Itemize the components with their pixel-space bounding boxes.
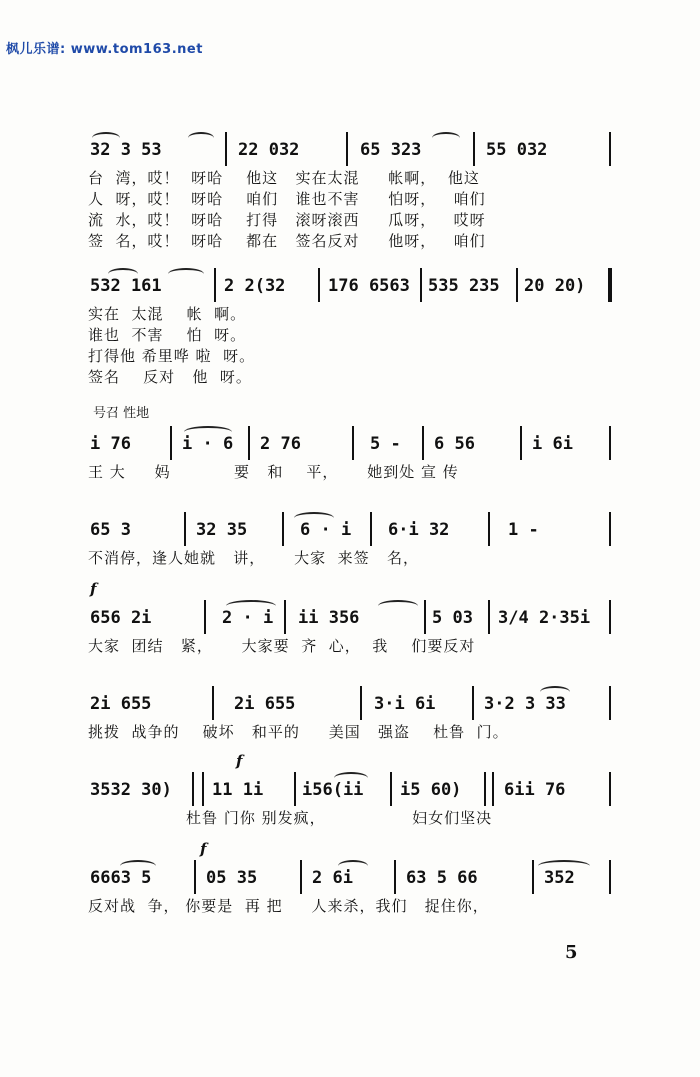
slur (168, 268, 204, 280)
barline (194, 860, 196, 894)
notation-row-4 (88, 512, 618, 548)
notation-row-3 (88, 426, 618, 462)
barline (212, 686, 214, 720)
barline (422, 426, 424, 460)
measure: i56(ii (302, 780, 364, 800)
measure: 63 5 66 (406, 868, 478, 888)
measure: 5 - (370, 434, 401, 454)
measure: 05 35 (206, 868, 258, 888)
score-system-4 (88, 512, 618, 569)
barline (294, 772, 296, 806)
notation-row-1 (88, 132, 618, 168)
barline (225, 132, 227, 166)
barline (516, 268, 518, 302)
measure: 1 - (508, 520, 539, 540)
measure: 65 323 (360, 140, 422, 160)
lyric-line: 谁也 不害 怕 呀。 (88, 326, 247, 344)
barline (346, 132, 348, 166)
measure: i5 60) (400, 780, 462, 800)
barline (609, 132, 611, 166)
score-system-6 (88, 686, 618, 743)
barline (202, 772, 204, 806)
measure: 6·i 32 (388, 520, 450, 540)
measure: 176 6563 (328, 276, 410, 296)
barline (609, 512, 611, 546)
dynamic-forte: f (200, 840, 207, 858)
measure: 22 032 (238, 140, 300, 160)
barline (390, 772, 392, 806)
notation-row-8 (88, 860, 618, 896)
measure: 3532 30) (90, 780, 172, 800)
notation-row-2 (88, 268, 618, 304)
measure: 5 03 (432, 608, 473, 628)
barline (248, 426, 250, 460)
measure: 352 (544, 868, 575, 888)
dynamic-forte: f (90, 580, 97, 598)
measure: 6 · i (300, 520, 352, 540)
barline (609, 426, 611, 460)
measure: 2 76 (260, 434, 301, 454)
dynamic-forte: f (236, 752, 243, 770)
barline (488, 512, 490, 546)
lyric-line: 挑拨 战争的 破坏 和平的 美国 强盗 杜鲁 门。 (88, 723, 509, 741)
measure: 2 6i (312, 868, 353, 888)
measure: i 76 (90, 434, 131, 454)
measure: 2i 655 (234, 694, 296, 714)
barline (282, 512, 284, 546)
barline (204, 600, 206, 634)
barline (473, 132, 475, 166)
slur (378, 600, 418, 612)
page-number: 5 (565, 942, 578, 963)
notation-row-5 (88, 600, 618, 636)
slur (188, 132, 214, 144)
measure: i 6i (532, 434, 573, 454)
barline (214, 268, 216, 302)
barline (532, 860, 534, 894)
score-system-8 (88, 860, 618, 917)
measure: 532 161 (90, 276, 162, 296)
barline (192, 772, 194, 806)
measure: 11 1i (212, 780, 264, 800)
measure: 3·i 6i (374, 694, 436, 714)
barline (318, 268, 320, 302)
watermark-text: 枫儿乐谱: www.tom163.net (6, 42, 203, 57)
tempo-marking: 号召 性地 (93, 406, 150, 421)
barline (394, 860, 396, 894)
measure: 32 3 53 (90, 140, 162, 160)
barline (184, 512, 186, 546)
lyric-line: 杜鲁 门你 别发疯， 妇女们坚决 (88, 809, 493, 827)
score-system-3 (88, 426, 618, 483)
measure: 6ii 76 (504, 780, 566, 800)
measure: i · 6 (182, 434, 234, 454)
barline (488, 600, 490, 634)
measure: 2i 655 (90, 694, 152, 714)
measure: 55 032 (486, 140, 548, 160)
barline (484, 772, 486, 806)
measure: ii 356 (298, 608, 360, 628)
barline (609, 860, 611, 894)
measure: 656 2i (90, 608, 152, 628)
lyric-line: 台 湾，哎！ 呀哈 他这 实在太混 帐啊， 他这 (88, 169, 480, 187)
lyric-line: 大家 团结 紧， 大家要 齐 心， 我 们要反对 (88, 637, 476, 655)
measure: 20 20) (524, 276, 586, 296)
lyric-line: 实在 太混 帐 啊。 (88, 305, 247, 323)
barline (472, 686, 474, 720)
lyric-line: 人 呀，哎！ 呀哈 咱们 谁也不害 怕呀， 咱们 (88, 190, 486, 208)
lyric-line: 王 大 妈 要 和 平， 她到处 宣 传 (88, 463, 459, 481)
measure: 3/4 2·35i (498, 608, 591, 628)
lyric-line: 签名 反对 他 呀。 (88, 368, 252, 386)
measure: 65 3 (90, 520, 131, 540)
barline (609, 772, 611, 806)
barline (609, 686, 611, 720)
notation-row-7 (88, 772, 618, 808)
measure: 6 56 (434, 434, 475, 454)
measure: 6663 5 (90, 868, 152, 888)
measure: 32 35 (196, 520, 248, 540)
measure: 2 2(32 (224, 276, 286, 296)
score-system-2 (88, 268, 618, 388)
barline (370, 512, 372, 546)
measure: 535 235 (428, 276, 500, 296)
barline (609, 600, 611, 634)
measure: 2 · i (222, 608, 274, 628)
lyric-line: 打得他 希里哗 啦 呀。 (88, 347, 256, 365)
barline (352, 426, 354, 460)
lyric-line: 签 名，哎！ 呀哈 都在 签名反对 他呀， 咱们 (88, 232, 486, 250)
measure: 3·2 3 33 (484, 694, 566, 714)
lyric-line: 反对战 争， 你要是 再 把 人来杀，我们 捉住你， (88, 897, 489, 915)
notation-row-6 (88, 686, 618, 722)
repeat-barline (608, 268, 612, 302)
score-system-7 (88, 772, 618, 829)
barline (360, 686, 362, 720)
score-system-1 (88, 132, 618, 252)
barline (520, 426, 522, 460)
slur (432, 132, 460, 144)
barline (420, 268, 422, 302)
lyric-line: 不消停，逢人她就 讲， 大家 来签 名， (88, 549, 419, 567)
barline (170, 426, 172, 460)
barline (492, 772, 494, 806)
barline (424, 600, 426, 634)
barline (300, 860, 302, 894)
barline (284, 600, 286, 634)
score-system-5 (88, 600, 618, 657)
lyric-line: 流 水，哎！ 呀哈 打得 滚呀滚西 瓜呀， 哎呀 (88, 211, 486, 229)
